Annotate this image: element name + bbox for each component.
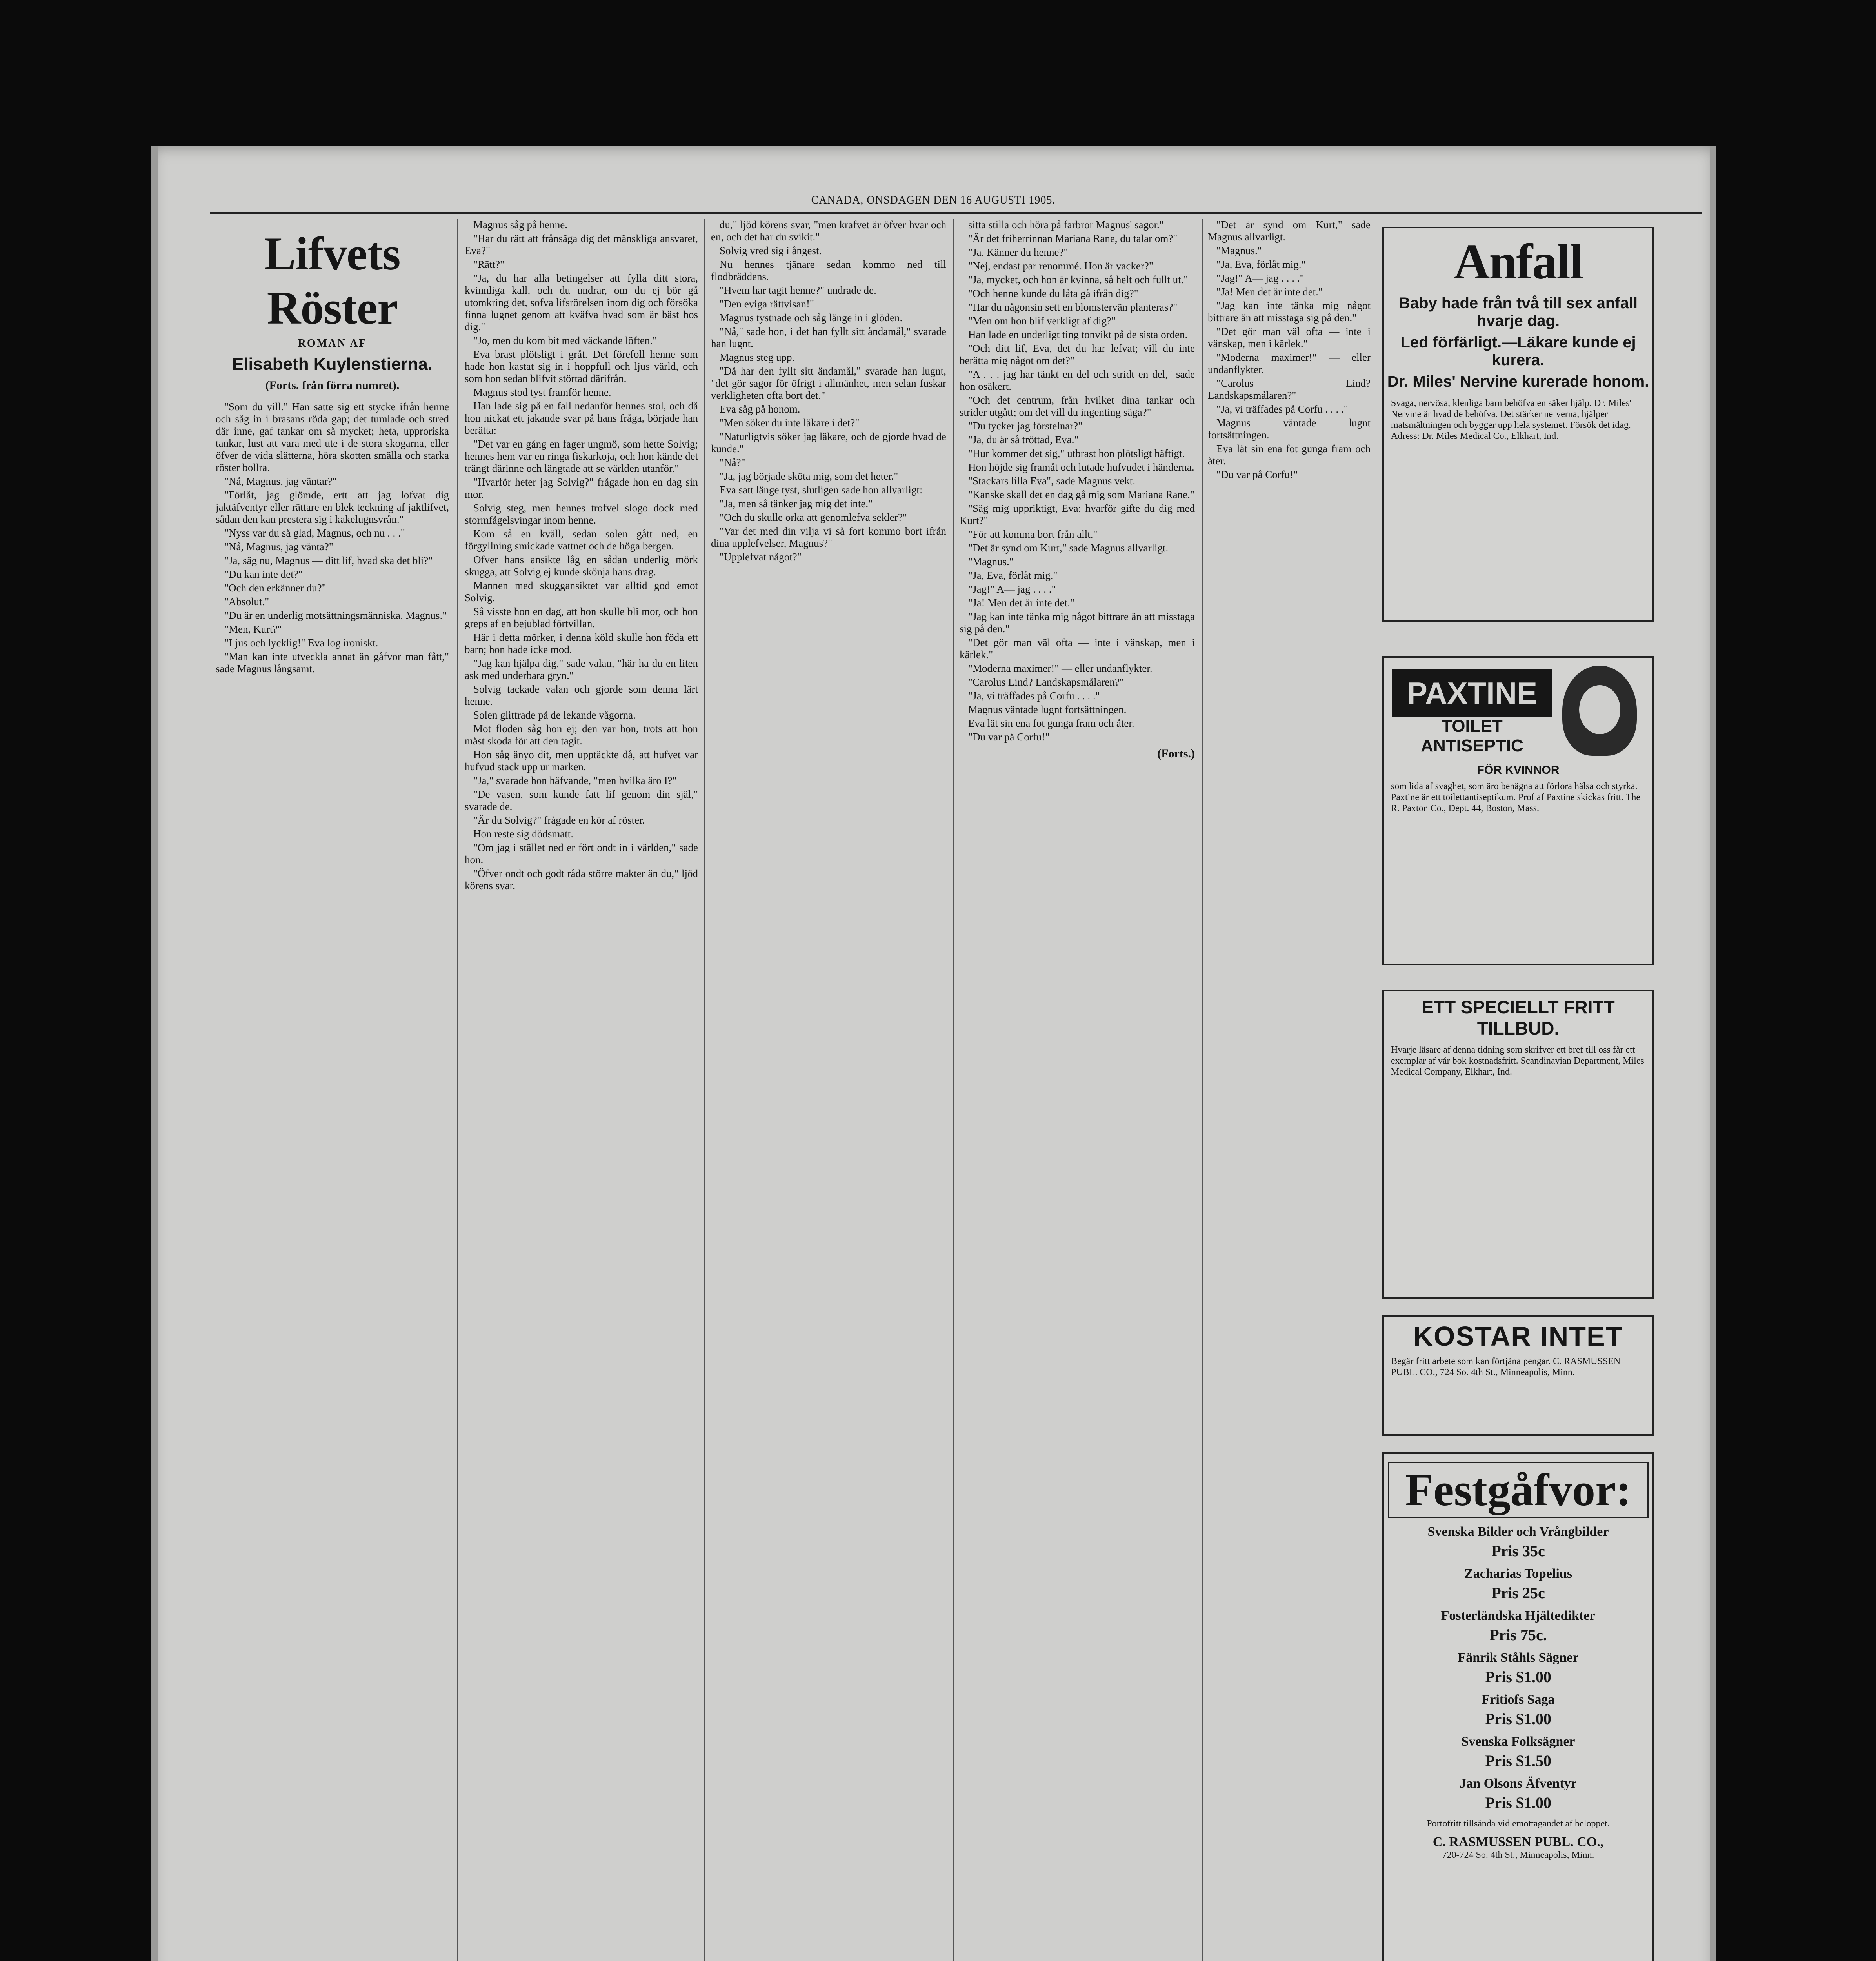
ad-anfall-line1: Baby hade från två till sex anfall hvarje dag. bbox=[1398, 295, 1638, 329]
paragraph: "Jag kan inte tänka mig något bittrare än att misstaga sig på den." bbox=[1208, 300, 1371, 324]
paragraph: "Absolut." bbox=[224, 596, 269, 608]
paxtine-logo bbox=[1384, 658, 1652, 760]
column-5-text bbox=[1208, 219, 1371, 481]
paragraph: "Öfver ondt och godt råda större makter än du," ljöd körens svar. bbox=[465, 868, 698, 891]
paragraph: Magnus såg på henne. bbox=[473, 219, 567, 231]
paragraph: Hon höjde sig framåt och lutade hufvudet i händerna. bbox=[968, 461, 1194, 473]
paragraph: "Det gör man väl ofta — inte i vänskap, men i kärlek." bbox=[1208, 326, 1371, 349]
paxtine-sub: TOILET ANTISEPTIC bbox=[1421, 717, 1523, 755]
paxtine-tag: FÖR KVINNOR bbox=[1477, 764, 1560, 777]
paragraph: "Ja. Känner du henne?" bbox=[968, 246, 1068, 258]
paragraph: "Ja, säg nu, Magnus — ditt lif, hvad ska det bli?" bbox=[224, 555, 433, 566]
paragraph: du," ljöd körens svar, "men krafvet är öfver hvar och en, och det har du svikit." bbox=[711, 219, 946, 243]
book-list bbox=[1384, 1524, 1652, 1812]
paragraph: "Jag kan hjälpa dig," sade valan, "här ha du en liten ask med underbara gryn." bbox=[465, 657, 698, 681]
book-title: Fritiofs Saga bbox=[1482, 1692, 1555, 1707]
serial-end-mark: (Forts.) bbox=[1157, 747, 1195, 760]
book-price: Pris $1.00 bbox=[1485, 1668, 1551, 1686]
page-edge-right bbox=[1710, 146, 1716, 1961]
paragraph: "Är du Solvig?" frågade en kör af röster. bbox=[473, 814, 645, 826]
paragraph: "A . . . jag har tänkt en del och stridt en del," sade hon osäkert. bbox=[960, 368, 1195, 392]
serial-author: Elisabeth Kuylenstierna. bbox=[232, 355, 433, 374]
book-title: Svenska Bilder och Vrångbilder bbox=[1427, 1524, 1609, 1539]
ad-anfall-line3: Dr. Miles' Nervine kurerade honom. bbox=[1387, 373, 1649, 390]
paragraph: "Ja, du är så tröttad, Eva." bbox=[968, 434, 1079, 446]
paragraph: Han lade en underligt ting tonvikt på de sista orden. bbox=[968, 329, 1188, 340]
paragraph: "De vasen, som kunde fatt lif genom din själ," svarade de. bbox=[465, 788, 698, 812]
paragraph: "Kanske skall det en dag gå mig som Mariana Rane." bbox=[968, 489, 1194, 500]
paragraph: "Säg mig uppriktigt, Eva: hvarför gifte du dig med Kurt?" bbox=[960, 502, 1195, 526]
ad-speciellt bbox=[1382, 990, 1654, 1299]
paragraph: "Stackars lilla Eva", sade Magnus vekt. bbox=[968, 475, 1136, 487]
paragraph: "Och den erkänner du?" bbox=[224, 582, 326, 594]
paragraph: Eva såg på honom. bbox=[720, 403, 800, 415]
paragraph: "Hur kommer det sig," utbrast hon plötsligt häftigt. bbox=[968, 448, 1185, 459]
paragraph: Solvig steg, men hennes trofvel slogo dock med stormfågelsvingar inom henne. bbox=[465, 502, 698, 526]
ad-anfall-title: Anfall bbox=[1453, 234, 1583, 289]
paragraph: Kom så en kväll, sedan solen gått ned, en förgyllning smickade vattnet och de höga bergen. bbox=[465, 528, 698, 552]
paragraph: "Du tycker jag förstelnar?" bbox=[968, 420, 1083, 432]
paragraph: Magnus steg upp. bbox=[720, 351, 795, 363]
paragraph: "Naturligtvis söker jag läkare, och de gjorde hvad de kunde." bbox=[711, 431, 946, 455]
paragraph: "Hvarför heter jag Solvig?" frågade hon en dag sin mor. bbox=[465, 476, 698, 500]
paragraph: Solvig vred sig i ångest. bbox=[720, 245, 822, 256]
book-title: Jan Olsons Äfventyr bbox=[1460, 1776, 1577, 1791]
paragraph: Mot floden såg hon ej; den var hon, trots att hon måst skoda för att den tagit. bbox=[465, 723, 698, 747]
column-5 bbox=[1208, 219, 1371, 1961]
paragraph: "Om jag i stället ned er fört ondt in i världen," sade hon. bbox=[465, 842, 698, 866]
paragraph: Eva brast plötsligt i gråt. Det förefoll henne som hade hon kastat sig in i hoppfull och ljus värld, och som hon sedan blifvit störtad därifrån. bbox=[465, 348, 698, 384]
ad-anfall-body: Svaga, nervösa, klenliga barn behöfva en säker hjälp. Dr. Miles' Nervine är hvad de behöfva. Det stärker nerverna, hjälper matsmältningen och bygger upp hela systemet. Försök det idag. Adress: Dr. Miles Medical Co., Elkhart, Ind. bbox=[1391, 398, 1631, 441]
paragraph: Här i detta mörker, i denna köld skulle hon föda ett barn; hon hade icke mod. bbox=[465, 631, 698, 655]
paragraph: "Den eviga rättvisan!" bbox=[720, 298, 814, 310]
paragraph: "Nå, Magnus, jag väntar?" bbox=[224, 475, 337, 487]
serial-subtitle: ROMAN AF bbox=[298, 337, 367, 349]
paragraph: Mannen med skuggansiktet var alltid god emot Solvig. bbox=[465, 580, 698, 604]
paragraph: "Moderna maximer!" — eller undanflykter. bbox=[968, 662, 1153, 674]
paragraph: "Förlåt, jag glömde, ertt att jag lofvat dig jaktäfventyr eller rättare en blek teckning af jaktlifvet, sådan den kan prestera sig i kakelugnsvrån." bbox=[216, 489, 449, 525]
column-1-text bbox=[216, 401, 449, 675]
paragraph: "Och henne kunde du låta gå ifrån dig?" bbox=[968, 287, 1138, 299]
paragraph: Hon såg änyo dit, men upptäckte då, att hufvet var hufvud stack upp ur marken. bbox=[465, 749, 698, 773]
column-2 bbox=[465, 219, 698, 1961]
paragraph: "Ja, Eva, förlåt mig." bbox=[1216, 258, 1306, 270]
newspaper-page bbox=[151, 146, 1716, 1961]
column-rule bbox=[457, 219, 458, 1961]
paragraph: "Ja, vi träffades på Corfu . . . ." bbox=[968, 690, 1100, 702]
ad-anfall-line2: Led förfärligt.—Läkare kunde ej kurera. bbox=[1400, 334, 1636, 369]
paragraph: Så visste hon en dag, att hon skulle bli mor, och hon greps af en bejublad förtvillan. bbox=[465, 606, 698, 629]
column-4 bbox=[960, 219, 1195, 1961]
paragraph: "Magnus." bbox=[1216, 245, 1262, 256]
paragraph: "Det är synd om Kurt," sade Magnus allvarligt. bbox=[968, 542, 1169, 554]
paragraph: Öfver hans ansikte låg en sådan underlig mörk skugga, att Solvig ej kunde skönja hans drag. bbox=[465, 554, 698, 578]
ad-paxtine bbox=[1382, 656, 1654, 965]
paragraph: "Har du någonsin sett en blomstervän planteras?" bbox=[968, 301, 1178, 313]
paragraph: Solen glittrade på de lekande vågorna. bbox=[473, 709, 636, 721]
festgafvor-title: Festgåfvor: bbox=[1388, 1462, 1649, 1518]
paragraph: "Var det med din vilja vi så fort kommo bort ifrån dina upplefvelser, Magnus?" bbox=[711, 525, 946, 549]
paragraph: "Är det friherrinnan Mariana Rane, du talar om?" bbox=[968, 233, 1178, 244]
paragraph: "Men om hon blif verkligt af dig?" bbox=[968, 315, 1116, 327]
paragraph: "Och det centrum, från hvilket dina tankar och strider utgått; om det vill du ingenting säga?" bbox=[960, 394, 1195, 418]
ad-festgafvor bbox=[1382, 1452, 1654, 1961]
paragraph: Magnus väntade lugnt fortsättningen. bbox=[968, 704, 1127, 715]
paragraph: "Det var en gång en fager ungmö, som hette Solvig; hennes hem var en ringa fiskarkoja, och hon kände det trängt därinne och längtade att se världen utanför." bbox=[465, 438, 698, 474]
paragraph: "Nå," sade hon, i det han fyllt sitt åndamål," svarade han lugnt. bbox=[711, 326, 946, 349]
column-4-text bbox=[960, 219, 1195, 743]
paragraph: "Jag kan inte tänka mig något bittrare än att misstaga sig på den." bbox=[960, 611, 1195, 635]
paragraph: "Men söker du inte läkare i det?" bbox=[720, 417, 860, 429]
paragraph: Hon reste sig dödsmatt. bbox=[473, 828, 573, 840]
paragraph: "Jo, men du kom bit med väckande löften." bbox=[473, 335, 657, 346]
paragraph: "Ja, du har alla betingelser att fylla ditt stora, kvinnliga kall, och du undrar, om du ej bör gå utomkring det, sofva lifsrörelsen inom dig och försöka finna lugnet genom att kväfva hvad som är bäst hos dig." bbox=[465, 272, 698, 333]
paragraph: "Upplefvat något?" bbox=[720, 551, 802, 563]
paragraph: "Du är en underlig motsättningsmänniska, Magnus." bbox=[224, 609, 447, 621]
portrait-face bbox=[1579, 685, 1620, 734]
paragraph: "Det är synd om Kurt," sade Magnus allvarligt. bbox=[1208, 219, 1371, 243]
paragraph: "Du var på Corfu!" bbox=[1216, 469, 1298, 480]
column-rule bbox=[704, 219, 705, 1961]
paragraph: "Man kan inte utveckla annat än gåfvor man fått," sade Magnus långsamt. bbox=[216, 651, 449, 675]
column-2-text bbox=[465, 219, 698, 892]
paragraph: Eva lät sin ena fot gunga fram och åter. bbox=[968, 717, 1134, 729]
paragraph: "Det gör man väl ofta — inte i vänskap, men i kärlek." bbox=[960, 637, 1195, 660]
paragraph: "Rätt?" bbox=[473, 258, 505, 270]
header-rule bbox=[210, 212, 1702, 214]
paragraph: "Och ditt lif, Eva, det du har lefvat; vill du inte berätta mig något om det?" bbox=[960, 342, 1195, 366]
paragraph: "Ja! Men det är inte det." bbox=[968, 597, 1074, 609]
paragraph: Solvig tackade valan och gjorde som denna lärt henne. bbox=[465, 683, 698, 707]
paragraph: "Då har den fyllt sitt ändamål," svarade han lugnt, "det gör sagor för öfrigt i allmänhet, men selan fuskar verkligheten ofta bort det." bbox=[711, 365, 946, 401]
paragraph: Eva lät sin ena fot gunga fram och åter. bbox=[1208, 443, 1371, 467]
paragraph: "Nyss var du så glad, Magnus, och nu . . ." bbox=[224, 527, 405, 539]
serial-title: Lifvets Röster bbox=[264, 227, 400, 334]
ad-anfall bbox=[1382, 227, 1654, 622]
column-3-text bbox=[711, 219, 946, 563]
column-1 bbox=[216, 219, 449, 1961]
running-head: CANADA, ONSDAGEN DEN 16 AUGUSTI 1905. bbox=[811, 194, 1056, 206]
paragraph: "Magnus." bbox=[968, 556, 1014, 568]
paragraph: "Nej, endast par renommé. Hon är vacker?" bbox=[968, 260, 1153, 272]
paragraph: "Nå, Magnus, jag vänta?" bbox=[224, 541, 333, 553]
paxtine-name: PAXTINE bbox=[1392, 669, 1552, 717]
book-title: Zacharias Topelius bbox=[1464, 1566, 1572, 1581]
paragraph: Eva satt länge tyst, slutligen sade hon allvarligt: bbox=[720, 484, 923, 496]
paragraph: "Carolus Lind? Landskapsmålaren?" bbox=[1208, 377, 1371, 401]
paragraph: Magnus tystnade och såg länge in i glöden. bbox=[720, 312, 903, 324]
paxtine-body: som lida af svaghet, som äro benägna att förlora hälsa och styrka. Paxtine är ett toilettantiseptikum. Prof af Paxtine skickas fritt. The R. Paxton Co., Dept. 44, Boston, Mass. bbox=[1391, 781, 1641, 813]
kostar-body: Begär fritt arbete som kan förtjäna pengar. C. RASMUSSEN PUBL. CO., 724 So. 4th St., Minneapolis, Minn. bbox=[1391, 1356, 1621, 1377]
paragraph: "Ljus och lycklig!" Eva log ironiskt. bbox=[224, 637, 378, 649]
paragraph: "Du var på Corfu!" bbox=[968, 731, 1050, 743]
book-price: Pris $1.00 bbox=[1485, 1710, 1551, 1728]
paragraph: "Har du rätt att frånsäga dig det mänskliga ansvaret, Eva?" bbox=[465, 233, 698, 256]
paragraph: "Carolus Lind? Landskapsmålaren?" bbox=[968, 676, 1124, 688]
speciellt-title: ETT SPECIELLT FRITT TILLBUD. bbox=[1422, 997, 1615, 1039]
paragraph: "Och du skulle orka att genomlefva sekler?" bbox=[720, 511, 907, 523]
book-title: Fänrik Ståhls Sägner bbox=[1458, 1650, 1579, 1665]
column-3 bbox=[711, 219, 946, 1961]
paragraph: "Ja," svarade hon häfvande, "men hvilka äro I?" bbox=[473, 775, 677, 786]
column-rule bbox=[1202, 219, 1203, 1961]
book-price: Pris $1.50 bbox=[1485, 1752, 1551, 1770]
paragraph: "Du kan inte det?" bbox=[224, 568, 303, 580]
paragraph: "Nå?" bbox=[720, 457, 745, 468]
page-edge-left bbox=[151, 146, 158, 1961]
paragraph: "Ja! Men det är inte det." bbox=[1216, 286, 1323, 298]
paragraph: sitta stilla och höra på farbror Magnus' sagor." bbox=[968, 219, 1164, 231]
paragraph: "Ja, jag började sköta mig, som det heter." bbox=[720, 470, 898, 482]
paragraph: "Jag!" A— jag . . . ." bbox=[1216, 272, 1304, 284]
serial-continued: (Forts. från förra numret). bbox=[265, 379, 400, 392]
paragraph: Magnus stod tyst framför henne. bbox=[473, 386, 611, 398]
paragraph: "Som du vill." Han satte sig ett stycke ifrån henne och såg in i brasans röda gap; det tumlade och stred där inne, gaf tankar om så mycket; heta, upproriska tankar, lust att vara med ute i de stora skogarna, eller öfver de vida slätterna, höra skotten smälla och starka röster bollra. bbox=[216, 401, 449, 473]
kostar-title: KOSTAR INTET bbox=[1413, 1321, 1623, 1352]
festgafvor-address: 720-724 So. 4th St., Minneapolis, Minn. bbox=[1442, 1850, 1594, 1860]
paragraph: Nu hennes tjänare sedan kommo ned till flodbräddens. bbox=[711, 258, 946, 282]
book-title: Svenska Folksägner bbox=[1461, 1734, 1575, 1749]
festgafvor-footer: Portofritt tillsända vid emottagandet af beloppet. bbox=[1427, 1819, 1610, 1829]
speciellt-body: Hvarje läsare af denna tidning som skrifver ett bref till oss får ett exemplar af vår bok kostnadsfritt. Scandinavian Department, Miles Medical Company, Elkhart, Ind. bbox=[1391, 1045, 1644, 1077]
paragraph: "Ja, mycket, och hon är kvinna, så helt och fullt ut." bbox=[968, 274, 1188, 286]
paragraph: "För att komma bort från allt." bbox=[968, 528, 1098, 540]
paragraph: "Moderna maximer!" — eller undanflykter. bbox=[1208, 351, 1371, 375]
festgafvor-publisher: C. RASMUSSEN PUBL. CO., bbox=[1432, 1835, 1604, 1849]
ad-kostar-intet bbox=[1382, 1315, 1654, 1436]
paragraph: "Ja, men så tänker jag mig det inte." bbox=[720, 498, 873, 509]
column-rule bbox=[953, 219, 954, 1961]
paragraph: Magnus väntade lugnt fortsättningen. bbox=[1208, 417, 1371, 441]
paragraph: "Hvem har tagit henne?" undrade de. bbox=[720, 284, 876, 296]
paragraph: "Men, Kurt?" bbox=[224, 623, 282, 635]
book-price: Pris 75c. bbox=[1489, 1626, 1547, 1644]
book-price: Pris $1.00 bbox=[1485, 1794, 1551, 1812]
paragraph: "Ja, vi träffades på Corfu . . . ." bbox=[1216, 403, 1348, 415]
paragraph: "Ja, Eva, förlåt mig." bbox=[968, 569, 1058, 581]
book-price: Pris 35c bbox=[1491, 1542, 1545, 1560]
book-price: Pris 25c bbox=[1491, 1584, 1545, 1602]
book-title: Fosterländska Hjältedikter bbox=[1441, 1608, 1596, 1623]
paragraph: Han lade sig på en fall nedanför hennes stol, och då hon nickat ett jakande svar på hans fråga, började han berätta: bbox=[465, 400, 698, 436]
paragraph: "Jag!" A— jag . . . ." bbox=[968, 583, 1056, 595]
